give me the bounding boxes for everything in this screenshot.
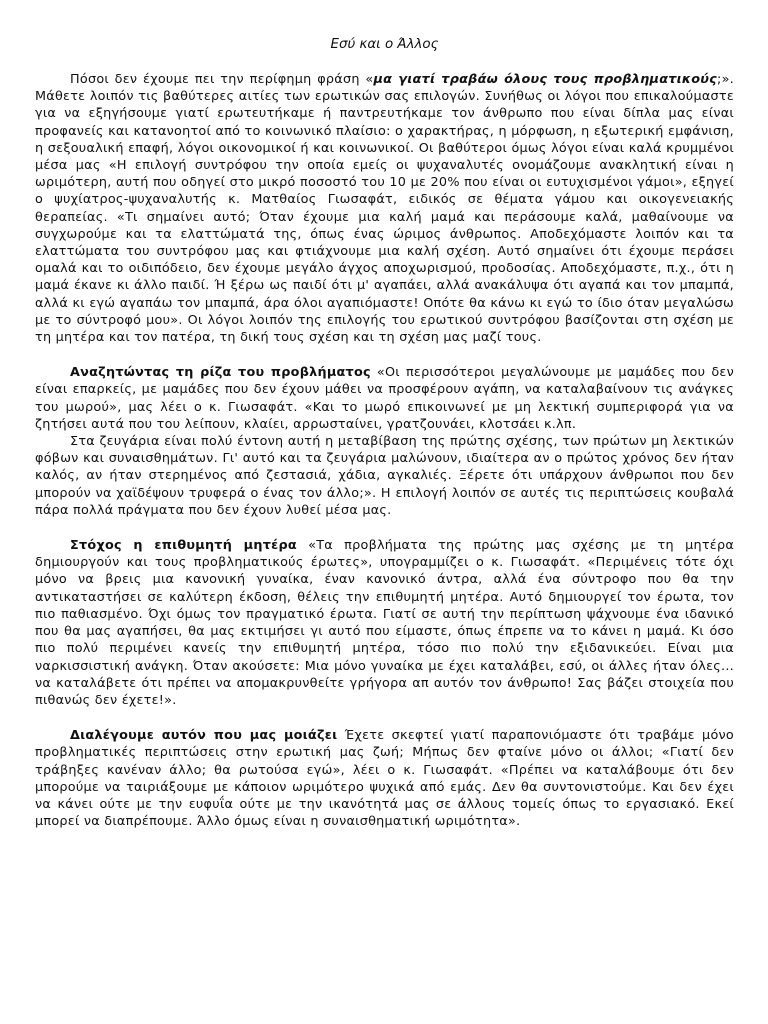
section-heading: Αναζητώντας τη ρίζα του προβλήματος bbox=[70, 365, 371, 381]
paragraph bbox=[35, 71, 734, 346]
paragraph-body: «Οι περισσότεροι μεγαλώνουμε με μαμάδες που δεν είναι επαρκείς, με μαμάδες που δεν έχουν μάθει να προσφέρουν αγάπη, να καταλαβαίνουν τις ανάγκες του μωρού», μας λέει ο κ. Γιωσαφάτ. «Και το μωρό επικοινωνεί με μη λεκτική συμπεριφορά για να ζητήσει αυτά που του λείπουν, κλαίει, αρρωσταίνει, γρατζουνάει, κλοτσάει κ.λπ. bbox=[35, 365, 734, 432]
paragraph: Στα ζευγάρια είναι πολύ έντονη αυτή η μεταβίβαση της πρώτης σχέσης, των πρώτων μη λεκτικών φόβων και συναισθημάτων. Γι' αυτό και τα ζευγάρια μαλώνουν, ιδιαίτερα αν ο πρώτος χρόνος δεν ήταν καλός, αν ήταν στερημένος από ζεστασιά, χάδια, αγκαλιές. Ξέρετε ότι υπάρχουν άνθρωποι που δεν μπορούν να χαϊδέψουν τρυφερά ο ένας τον άλλο;». Η επιλογή λοιπόν σε αυτές τις περιπτώσεις κουβαλά πάρα πολλά πράγματα που δεν έχουν λυθεί μέσα μας. bbox=[35, 434, 734, 518]
section-heading: Διαλέγουμε αυτόν που μας μοιάζει bbox=[70, 728, 338, 744]
paragraph-prefix: Πόσοι δεν έχουμε πει την περίφημη φράση « bbox=[70, 72, 374, 87]
section-choose-similar bbox=[35, 727, 734, 830]
paragraph bbox=[35, 537, 734, 709]
section-root-of-problem bbox=[35, 364, 734, 519]
section-desired-mother bbox=[35, 537, 734, 709]
paragraph-body: ;». Μάθετε λοιπόν τις βαθύτερες αιτίες των ερωτικών σας επιλογών. Συνήθως οι λόγοι που επικαλούμαστε για να εξηγήσουμε γιατί ερωτευτήκαμε ή παντρευτήκαμε τον άνθρωπο που είναι δίπλα μας είναι προφανείς και κατανοητοί από το κοινωνικό πλαίσιο: ο χαρακτήρας, η μόρφωση, η εξωτερική εμφάνιση, η σεξουαλική επαφή, λόγοι οικονομικοί ή και κοινωνικοί. Οι βαθύτεροι όμως λόγοι είναι καλά κρυμμένοι μέσα μας «Η επιλογή συντρόφου την οποία εμείς οι ψυχαναλυτές ονομάζουμε ανακλητική είναι η ωριμότερη, αυτή που οδηγεί στο μικρό ποσοστό του 10 με 20% που είναι οι ευτυχισμένοι γάμοι», εξηγεί ο ψυχίατρος-ψυχαναλυτής κ. Ματθαίος Γιωσαφάτ, ειδικός σε θέματα γάμου και οικογενειακής θεραπείας. «Τι σημαίνει αυτό; Όταν έχουμε μια καλή μαμά και περάσουμε καλά, μαθαίνουμε να συγχωρούμε και τα ελαττώματά της, όπως ένας ώριμος άνθρωπος. Αποδεχόμαστε λοιπόν και τα ελαττώματα του συντρόφου μας και φτιάχνουμε μια καλή σχέση. Αυτό σημαίνει ότι έχουμε περάσει ομαλά και το οιδιπόδειο, δεν έχουμε μεγάλο άγχος αποχωρισμού, προδοσίας. Αποδεχόμαστε, π.χ., ότι η μαμά έκανε κι άλλο παιδί. Ή ξέρω ως παιδί ότι μ' αγαπάει, αλλά ανακάλυψα ότι αγαπά και τον μπαμπά, αλλά κι εγώ αγαπάω τον μπαμπά, άρα όλοι αγαπιόμαστε! Οπότε θα κάνω κι εγώ το ίδιο όταν μεγαλώσω με το σύντροφό μου». Οι λόγοι λοιπόν της επιλογής του ερωτικού συντρόφου βασίζονται στη σχέση με τη μητέρα και τον πατέρα, τη δική τους σχέση και τη σχέση μας μαζί τους. bbox=[35, 72, 734, 346]
paragraph-body: «Τα προβλήματα της πρώτης μας σχέσης με τη μητέρα δημιουργούν και τους προβληματικούς έρωτες», υπογραμμίζει ο κ. Γιωσαφάτ. «Περιμένεις τότε όχι μόνο να βρεις μια κανονική γυναίκα, έναν κανονικό άντρα, αλλά ένα σύντροφο που θα την αντικαταστήσει σε καλύτερη έκδοση, θέλεις την επιθυμητή μητέρα. Αυτό δημιουργεί τον έρωτα, τον πιο παθιασμένο. Όχι όμως τον πραγματικό έρωτα. Γιατί σε αυτή την περίπτωση ψάχνουμε ένα ιδανικό που θα μας αγαπήσει, θα μας εκτιμήσει γι αυτό που είμαστε, όπως έπρεπε να το κάνει η μαμά. Κι όσο πιο πολύ περιμένει κανείς την επιθυμητή μητέρα, τόσο πιο πολύ την εξιδανικεύει. Είναι μια ναρκισσιστική ανάγκη. Όταν ακούσετε: Μια μόνο γυναίκα με έχει καταλάβει, εσύ, οι άλλες ήταν όλες... να καταλάβετε ότι πρέπει να απομακρυνθείτε γρήγορα απ αυτόν τον άνθρωπο! Σας βάζει στοιχεία που πιθανώς δεν έχετε!». bbox=[35, 538, 735, 708]
paragraph bbox=[35, 727, 734, 830]
document-title: Εσύ και ο Άλλος bbox=[330, 37, 439, 52]
section-heading: Στόχος η επιθυμητή μητέρα bbox=[70, 538, 297, 554]
paragraph bbox=[35, 364, 734, 433]
paragraph-body: Έχετε σκεφτεί γιατί παραπονιόμαστε ότι τραβάμε μόνο προβληματικές περιπτώσεις στην ερωτική μας ζωή; Μήπως δεν φταίνε μόνο οι άλλοι; «Γιατί δεν τράβηξες κανέναν άλλο; θα ρωτούσα εγώ», λέει ο κ. Γιωσαφάτ. «Πρέπει να καταλάβουμε ότι δεν μπορούμε να ταιριάξουμε με κάποιον ωριμότερο ψυχικά από εμάς. Δεν θα συντονιστούμε. Και δεν έχει να κάνει ούτε με την ευφυΐα ούτε με την ικανότητά μας σε άλλους τομείς όπως το εργασιακό. Εκεί μπορεί να διαπρέπουμε. Άλλο όμως είναι η συναισθηματική ωριμότητα». bbox=[35, 728, 735, 830]
section-intro bbox=[35, 71, 734, 346]
quoted-phrase: μα γιατί τραβάω όλους τους προβληματικούς bbox=[373, 72, 718, 87]
